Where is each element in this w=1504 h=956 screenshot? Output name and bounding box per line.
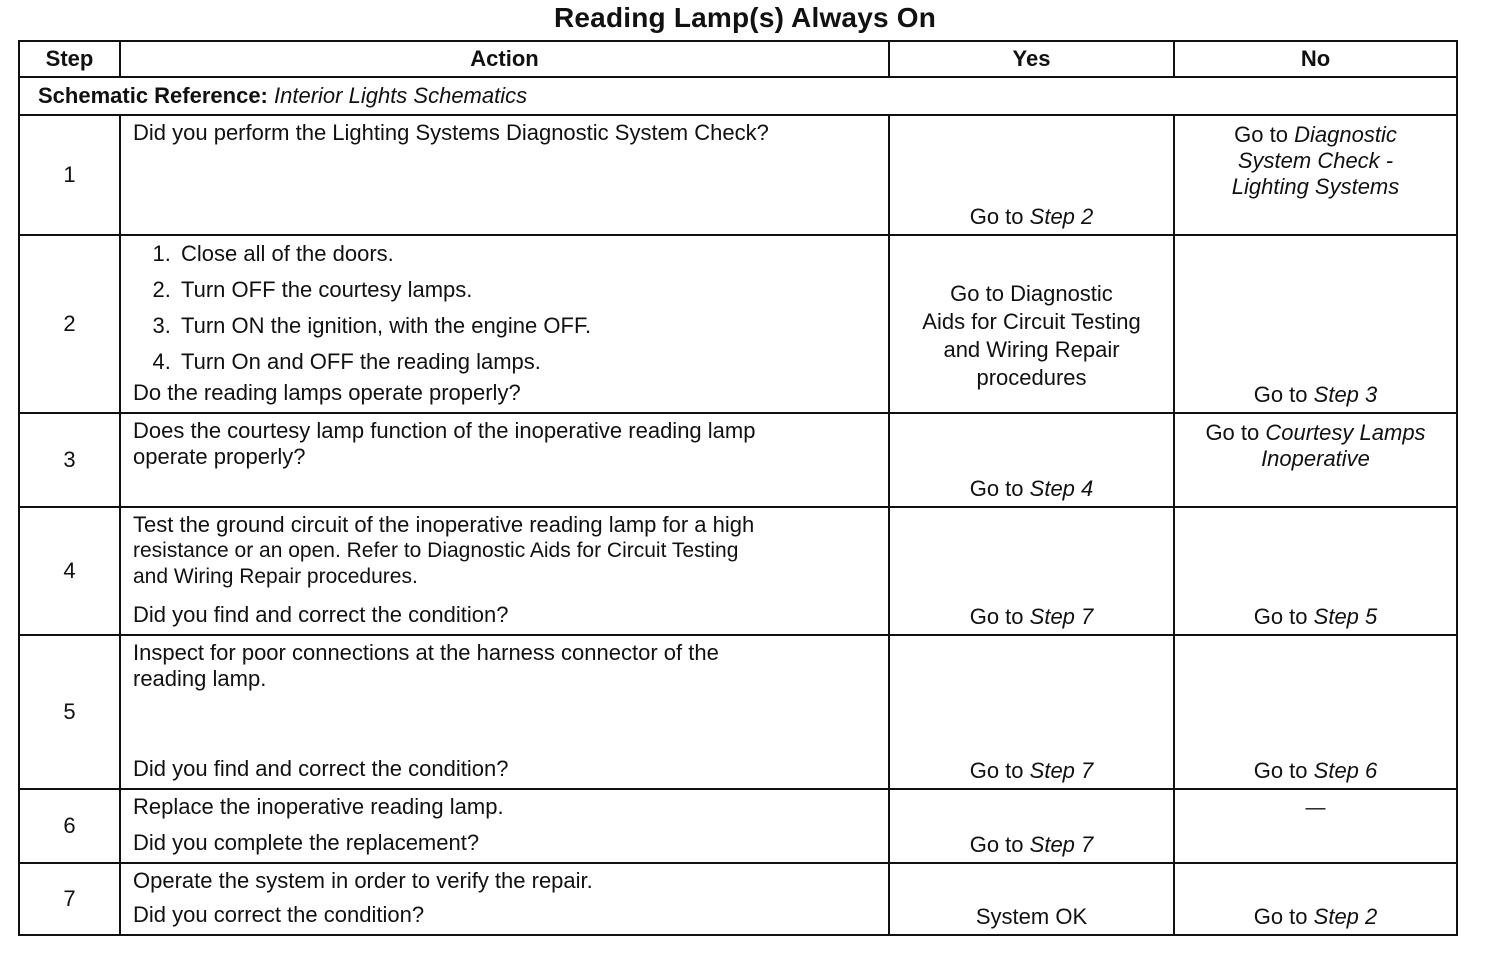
yes-cell — [889, 235, 1174, 413]
step-link[interactable]: Step 7 — [1029, 832, 1094, 857]
step-number: 3 — [19, 413, 120, 507]
action-cell: Test the ground circuit of the inoperative reading lamp for a high resistance or an open. Refer to Diagnostic Aids for Circuit Testing and Wiring Repair procedures. Did you find and correct the condition? — [120, 507, 889, 635]
no-text: Go to Diagnostic System Check - Lighting Systems — [1231, 122, 1400, 199]
schematic-value: Interior Lights Schematics — [274, 83, 528, 108]
schematic-row — [19, 77, 1457, 115]
list-item: 4. Turn On and OFF the reading lamps. — [177, 344, 878, 380]
no-text: Go to Step 6 — [1253, 758, 1378, 783]
table-row — [19, 235, 1457, 413]
diagnostic-table — [18, 40, 1458, 936]
step-link[interactable]: Step 3 — [1313, 382, 1378, 407]
action-cell: Does the courtesy lamp function of the inoperative reading lamp operate properly? — [120, 413, 889, 507]
no-cell — [1174, 235, 1457, 413]
table-row — [19, 413, 1457, 507]
step-number: 6 — [19, 789, 120, 863]
action-cell — [120, 115, 889, 235]
page-title: Reading Lamp(s) Always On — [553, 2, 937, 33]
action-text: Did you perform the Lighting Systems Diagnostic System Check? — [133, 120, 769, 145]
header-action: Action — [120, 41, 889, 77]
yes-text: Go to Step 4 — [969, 476, 1094, 501]
step-link[interactable]: Step 7 — [1029, 758, 1094, 783]
no-text: Go to Step 3 — [1253, 382, 1378, 407]
step-link[interactable]: Step 5 — [1313, 604, 1378, 629]
action-question: Did you find and correct the condition? — [133, 756, 509, 781]
list-item: 1. Close all of the doors. — [177, 236, 878, 272]
action-cell — [120, 235, 889, 413]
yes-cell — [889, 115, 1174, 235]
action-question: Did you complete the replacement? — [133, 830, 480, 855]
step-link[interactable]: Step 4 — [1029, 476, 1094, 501]
header-no: No — [1174, 41, 1457, 77]
list-item: 2. Turn OFF the courtesy lamps. — [177, 272, 878, 308]
no-cell — [1174, 863, 1457, 935]
step-number: 4 — [19, 507, 120, 635]
table-row — [19, 863, 1457, 935]
step-number: 1 — [19, 115, 120, 235]
yes-cell — [889, 507, 1174, 635]
yes-text: System OK — [975, 904, 1088, 929]
yes-text: Go to Step 7 — [969, 604, 1094, 629]
courtesy-lamps-link[interactable]: Courtesy Lamps — [1265, 420, 1426, 445]
table-row — [19, 635, 1457, 789]
action-question: Did you correct the condition? — [133, 902, 425, 927]
action-cell: Inspect for poor connections at the harness connector of the reading lamp. Did you find and correct the condition? — [120, 635, 889, 789]
no-cell — [1174, 507, 1457, 635]
header-row — [19, 41, 1457, 77]
yes-text: Go to Step 7 — [969, 832, 1094, 857]
yes-cell — [889, 635, 1174, 789]
step-number: 2 — [19, 235, 120, 413]
table-row — [19, 115, 1457, 235]
no-cell — [1174, 413, 1457, 507]
yes-cell — [889, 413, 1174, 507]
no-text: Go to Step 5 — [1253, 604, 1378, 629]
yes-cell — [889, 863, 1174, 935]
no-dash: — — [1305, 797, 1326, 819]
action-question: Do the reading lamps operate properly? — [133, 380, 521, 405]
table-row — [19, 789, 1457, 863]
header-step: Step — [19, 41, 120, 77]
action-steps — [133, 236, 878, 380]
action-cell: Operate the system in order to verify the repair. Did you correct the condition? — [120, 863, 889, 935]
step-link[interactable]: Step 6 — [1313, 758, 1378, 783]
header-yes: Yes — [889, 41, 1174, 77]
diagnostic-link[interactable]: Diagnostic — [1294, 122, 1397, 147]
action-question: Did you find and correct the condition? — [133, 602, 509, 627]
no-cell — [1174, 789, 1457, 863]
yes-text: Go to Step 7 — [969, 758, 1094, 783]
step-link[interactable]: Step 2 — [1029, 204, 1094, 229]
no-text: Go to Courtesy Lamps Inoperative — [1205, 420, 1426, 471]
yes-text: Go to Step 2 — [969, 204, 1094, 229]
table-row — [19, 507, 1457, 635]
no-cell — [1174, 635, 1457, 789]
yes-cell — [889, 789, 1174, 863]
step-link[interactable]: Step 2 — [1313, 904, 1378, 929]
step-number: 5 — [19, 635, 120, 789]
action-cell: Replace the inoperative reading lamp. Did you complete the replacement? — [120, 789, 889, 863]
no-text: Go to Step 2 — [1253, 904, 1378, 929]
schematic-label: Schematic Reference: — [38, 83, 268, 108]
step-link[interactable]: Step 7 — [1029, 604, 1094, 629]
no-cell — [1174, 115, 1457, 235]
step-number: 7 — [19, 863, 120, 935]
list-item: 3. Turn ON the ignition, with the engine OFF. — [177, 308, 878, 344]
yes-text: Go to Diagnostic Aids for Circuit Testing and Wiring Repair procedures — [922, 281, 1141, 390]
schematic-reference — [19, 77, 1457, 115]
